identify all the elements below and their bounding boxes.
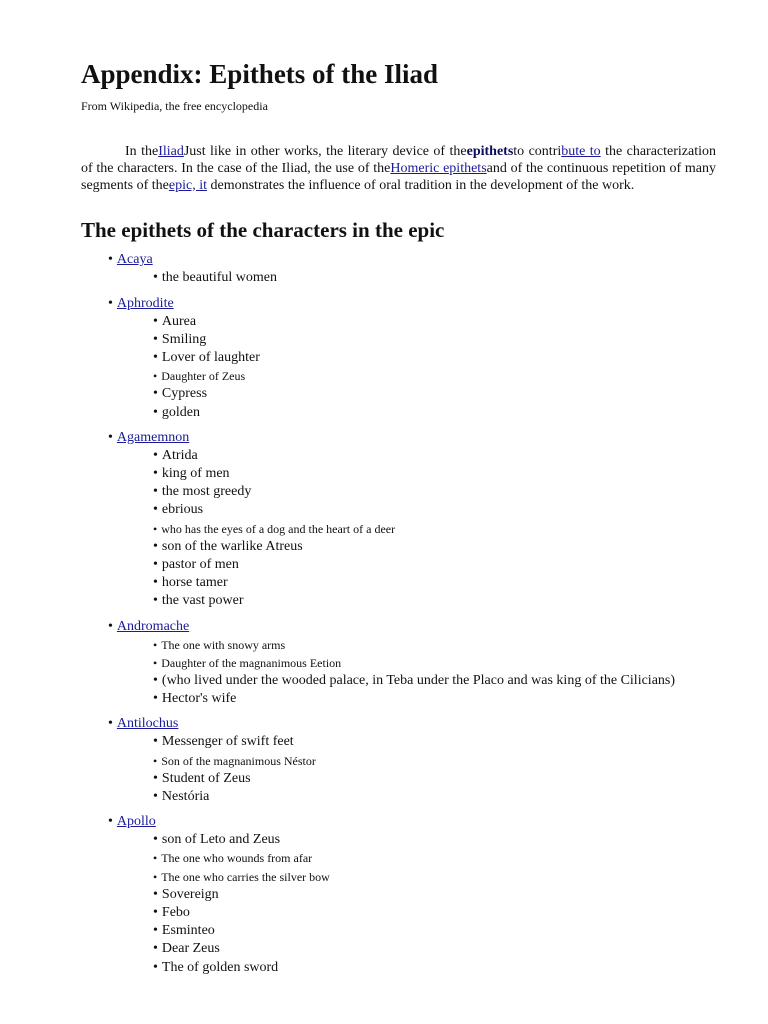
bullet-icon: • <box>108 716 113 732</box>
bullet-icon: • <box>153 521 158 536</box>
bullet-icon: • <box>153 886 158 902</box>
epithet-item <box>81 592 716 610</box>
epithet-text: Aurea <box>161 313 197 329</box>
intro-text-2: Just like in other works, the literary device of the <box>183 144 467 159</box>
character-list <box>81 251 716 977</box>
bullet-icon: • <box>153 369 158 384</box>
bullet-icon: • <box>108 252 113 268</box>
epithet-text: Dear Zeus <box>161 941 220 957</box>
epithet-item <box>81 690 716 708</box>
epithet-text: Hector's wife <box>161 691 237 707</box>
bullet-icon: • <box>153 753 158 768</box>
epithet-text: the vast power <box>161 593 244 609</box>
character-item <box>81 618 716 709</box>
bullet-icon: • <box>153 851 158 866</box>
character-heading <box>81 429 716 446</box>
bullet-icon: • <box>153 331 158 347</box>
epithet-text: Febo <box>161 905 190 921</box>
bullet-icon: • <box>153 313 158 329</box>
character-heading <box>81 618 716 635</box>
bullet-icon: • <box>153 270 158 286</box>
bullet-icon: • <box>153 404 158 420</box>
epithet-item <box>81 788 716 806</box>
epithet-item <box>81 868 716 886</box>
epithet-text: horse tamer <box>161 575 228 591</box>
epithet-text: golden <box>161 404 201 420</box>
bullet-icon: • <box>153 789 158 805</box>
bullet-icon: • <box>108 618 113 634</box>
character-link[interactable]: Agamemnon <box>116 429 190 445</box>
epithet-text: Atrida <box>161 447 198 463</box>
bullet-icon: • <box>153 386 158 402</box>
bullet-icon: • <box>153 447 158 463</box>
epithet-item <box>81 269 716 287</box>
epithet-item <box>81 349 716 367</box>
epithet-text: ebrious <box>161 502 204 518</box>
epithet-item <box>81 404 716 422</box>
intro-text-6: demonstrates the influence of oral tradition in the development of the work. <box>210 177 635 193</box>
bullet-icon: • <box>108 295 113 311</box>
epithet-text: the most greedy <box>161 484 252 500</box>
character-item <box>81 251 716 287</box>
epithet-item <box>81 940 716 958</box>
bullet-icon: • <box>153 655 158 670</box>
tagline: From Wikipedia, the free encyclopedia <box>81 99 268 113</box>
epithet-list <box>81 636 716 709</box>
epithet-item <box>81 886 716 904</box>
epithet-text: son of the warlike Atreus <box>161 538 303 554</box>
bullet-icon: • <box>153 350 158 365</box>
character-heading <box>81 813 716 830</box>
character-heading <box>81 251 716 268</box>
character-link[interactable]: Aphrodite <box>116 295 174 311</box>
bullet-icon: • <box>153 466 158 482</box>
epithet-text: The one who carries the silver bow <box>161 869 330 884</box>
epithet-text: Daughter of Zeus <box>161 369 246 384</box>
epithet-item <box>81 654 716 672</box>
character-item <box>81 715 716 806</box>
epithet-list <box>81 733 716 806</box>
epithet-item <box>81 831 716 849</box>
epithet-text: who has the eyes of a dog and the heart of a deer <box>161 521 396 536</box>
epithet-text: Esminteo <box>161 923 215 939</box>
epithet-item <box>81 367 716 385</box>
bullet-icon: • <box>153 691 158 707</box>
character-link[interactable]: Antilochus <box>116 716 179 732</box>
epithet-text: Son of the magnanimous Néstor <box>161 753 316 768</box>
epithet-text: Lover of laughter <box>161 350 260 365</box>
epithet-text: Sovereign <box>161 886 219 902</box>
epithet-item <box>81 520 716 538</box>
bullet-icon: • <box>153 905 158 921</box>
epithet-item <box>81 733 716 751</box>
section-title: The epithets of the characters in the epic <box>81 218 445 243</box>
epithet-item <box>81 904 716 922</box>
bullet-icon: • <box>153 593 158 609</box>
epithet-item <box>81 313 716 331</box>
epithet-list <box>81 313 716 422</box>
bullet-icon: • <box>153 832 158 848</box>
bullet-icon: • <box>108 429 113 445</box>
character-heading <box>81 295 716 312</box>
bullet-icon: • <box>153 637 158 652</box>
epithet-text: The one with snowy arms <box>161 637 286 652</box>
epithet-item <box>81 447 716 465</box>
epithet-text: Messenger of swift feet <box>161 734 294 750</box>
epithet-item <box>81 538 716 556</box>
bullet-icon: • <box>108 814 113 830</box>
bullet-icon: • <box>153 673 158 689</box>
bullet-icon: • <box>153 734 158 750</box>
character-item <box>81 295 716 422</box>
epithet-item <box>81 672 716 690</box>
link-iliad[interactable]: Iliad <box>158 144 184 159</box>
intro-paragraph <box>81 144 716 194</box>
epithet-list <box>81 831 716 977</box>
intro-text-3: to contri <box>513 144 562 159</box>
character-heading <box>81 715 716 732</box>
bullet-icon: • <box>153 923 158 939</box>
epithet-text: The of golden sword <box>161 959 279 975</box>
epithet-item <box>81 574 716 592</box>
epithet-item <box>81 465 716 483</box>
epithet-text: king of men <box>161 466 230 482</box>
bullet-icon: • <box>153 484 158 500</box>
epithet-text: Nestória <box>161 789 210 805</box>
epithet-list <box>81 269 716 287</box>
epithet-item <box>81 770 716 788</box>
link-contribute[interactable]: bute to <box>561 144 601 159</box>
intro-text-1: In the <box>125 144 159 159</box>
epithet-item <box>81 483 716 501</box>
character-item <box>81 429 716 611</box>
link-epic[interactable]: epic, it <box>168 177 207 193</box>
epithet-item <box>81 556 716 574</box>
epithet-text: Student of Zeus <box>161 770 251 786</box>
epithet-item <box>81 922 716 940</box>
bullet-icon: • <box>153 575 158 591</box>
epithet-item <box>81 752 716 770</box>
intro-text-4: the characterization of the characters. In the case of the Iliad, the use of the <box>81 144 716 176</box>
intro-text-5: and of the continuous repetition of many segments of the <box>81 160 716 193</box>
character-item <box>81 813 716 977</box>
epithet-text: Daughter of the magnanimous Eetion <box>161 655 342 670</box>
epithet-list <box>81 447 716 611</box>
bullet-icon: • <box>153 502 158 518</box>
bullet-icon: • <box>153 538 158 554</box>
bullet-icon: • <box>153 770 158 786</box>
epithet-item <box>81 959 716 977</box>
epithet-text: Cypress <box>161 386 208 402</box>
epithet-item <box>81 636 716 654</box>
epithet-item <box>81 501 716 519</box>
epithet-text: the beautiful women <box>161 270 277 286</box>
epithet-item <box>81 385 716 403</box>
page-title: Appendix: Epithets of the Iliad <box>81 59 439 89</box>
bullet-icon: • <box>153 869 158 884</box>
epithet-item <box>81 331 716 349</box>
link-homeric-epithets[interactable]: Homeric epithets <box>390 160 487 176</box>
epithet-text: pastor of men <box>161 557 239 573</box>
bullet-icon: • <box>153 557 158 573</box>
epithet-text: (who lived under the wooded palace, in Teba under the Placo and was king of the Cilicians) <box>161 673 676 689</box>
epithet-text: son of Leto and Zeus <box>161 832 281 848</box>
character-link[interactable]: Acaya <box>116 252 153 268</box>
character-link[interactable]: Apollo <box>116 814 156 830</box>
epithet-item <box>81 849 716 867</box>
epithet-text: Smiling <box>161 331 207 347</box>
bullet-icon: • <box>153 941 158 957</box>
epithet-text: The one who wounds from afar <box>161 851 313 866</box>
epithets-term: epithets <box>466 144 514 159</box>
bullet-icon: • <box>153 959 158 975</box>
character-link[interactable]: Andromache <box>116 618 190 634</box>
